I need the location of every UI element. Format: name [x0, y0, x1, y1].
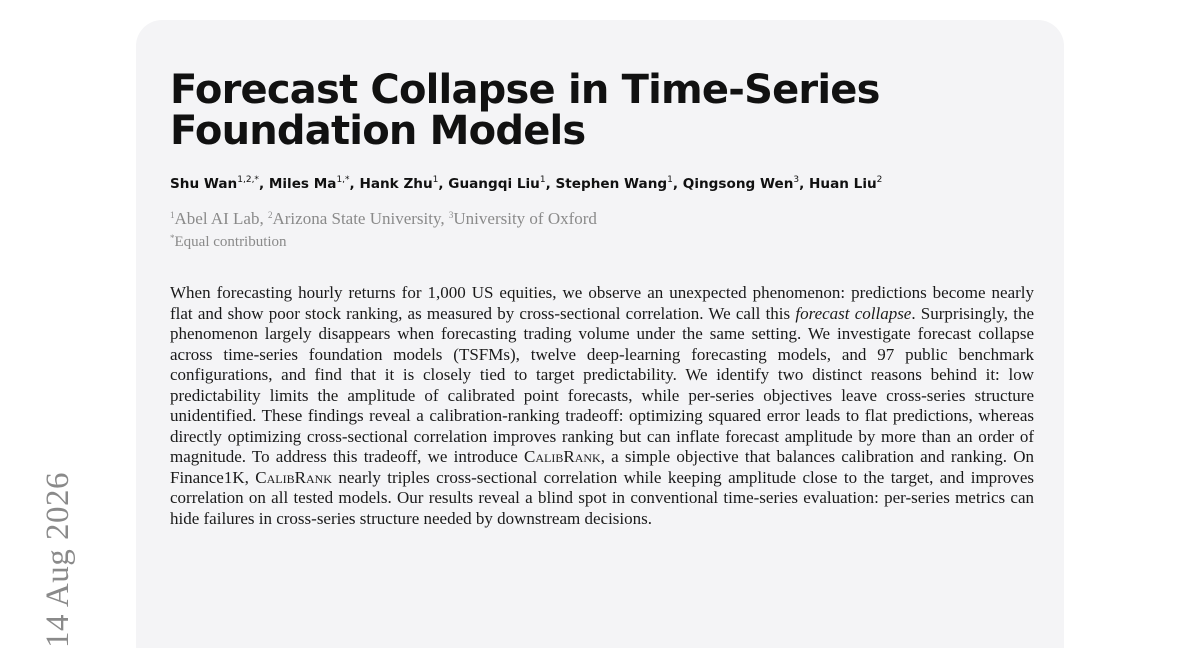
method-name: CalibRank — [524, 447, 601, 466]
abstract-text: nearly triples cross-sectional correlation while keeping amplitude close to the target, and improves correlation on all tested models. Our results reveal a blind spot in conventional time-series evaluation: per-series metrics can hide failures in cross-series structure needed by downstream decisions. — [170, 467, 1034, 528]
affiliation-mark: 2 — [267, 210, 273, 220]
equal-contribution-text: Equal contribution — [174, 234, 287, 250]
author-marks: 1 — [667, 175, 673, 185]
author-list: Shu Wan$^{1,2,*}$, Miles $Ma^{1,*}$, Hank Zhu$^1$, Guangqi Liu$^1$, Stephen Wang$^1$, Qingsong Wen$^3$, Huan Liu$^2$ — [170, 175, 883, 192]
author-name: Miles Ma — [268, 176, 337, 192]
affiliation-name: Arizona State University — [272, 209, 441, 228]
author-marks: 1,* — [336, 175, 350, 185]
abstract-text: . Surprisingly, the phenomenon largely disappears when forecasting trading volume under the same setting. We investigate forecast collapse across time-series foundation models (TSFMs), twelve deep-learning forecasting models, and 97 public benchmark configurations, and find that it is closely tied to target predictability. We identify two distinct reasons behind it: low predictability limits the amplitude of calibrated point forecasts, while per-series objectives leave cross-series structure unidentified. These findings reveal a calibration-ranking tradeoff: optimizing squared error leads to flat predictions, whereas directly optimizing cross-sectional correlation improves ranking but can inflate forecast amplitude by more than an order of magnitude. To address this tradeoff, we introduce — [170, 303, 1034, 466]
author-name: Shu Wan — [170, 176, 238, 192]
affiliation-name: University of Oxford — [453, 209, 597, 228]
paper-card — [136, 20, 1064, 648]
author-marks: 1 — [539, 175, 546, 185]
affiliation-mark: 1 — [170, 210, 175, 220]
author-marks: 2 — [876, 175, 883, 185]
paper-title: Forecast Collapse in Time-Series Foundation Models — [170, 67, 880, 154]
method-name: CalibRank — [255, 467, 332, 487]
author-name: Stephen Wang — [555, 176, 668, 192]
author-name: Huan Liu — [809, 176, 877, 192]
affiliation-name: Abel AI Lab — [174, 209, 260, 228]
side-date-text: 14 Aug 2026 — [40, 471, 76, 648]
author-name: Guangqi Liu — [448, 176, 540, 192]
abstract-text: When forecasting hourly returns for 1,000 US equities, we observe an unexpected phenomenon: predictions become nearly flat and show poor stock ranking, as measured by cross-sectional correlation. We call this — [170, 283, 1034, 323]
author-marks: 3 — [793, 175, 800, 185]
affiliation-mark: 3 — [448, 210, 454, 220]
abstract — [170, 283, 1034, 529]
abstract-term: forecast collapse — [795, 303, 912, 323]
arxiv-side-date — [40, 448, 76, 648]
abstract-text: , a simple objective that balances calibration and ranking. On Finance1K, — [170, 447, 1034, 487]
author-marks: 1 — [432, 175, 439, 185]
equal-contribution-mark: * — [170, 233, 175, 243]
equal-contribution-note — [170, 233, 287, 251]
author-name: Qingsong Wen — [682, 176, 794, 192]
author-name: Hank Zhu — [359, 176, 433, 192]
affiliation-list: $^1$Abel AI Lab, $^2$Arizona State University, $^3$University of Oxford — [170, 209, 597, 228]
author-marks: 1,2,* — [237, 175, 259, 185]
